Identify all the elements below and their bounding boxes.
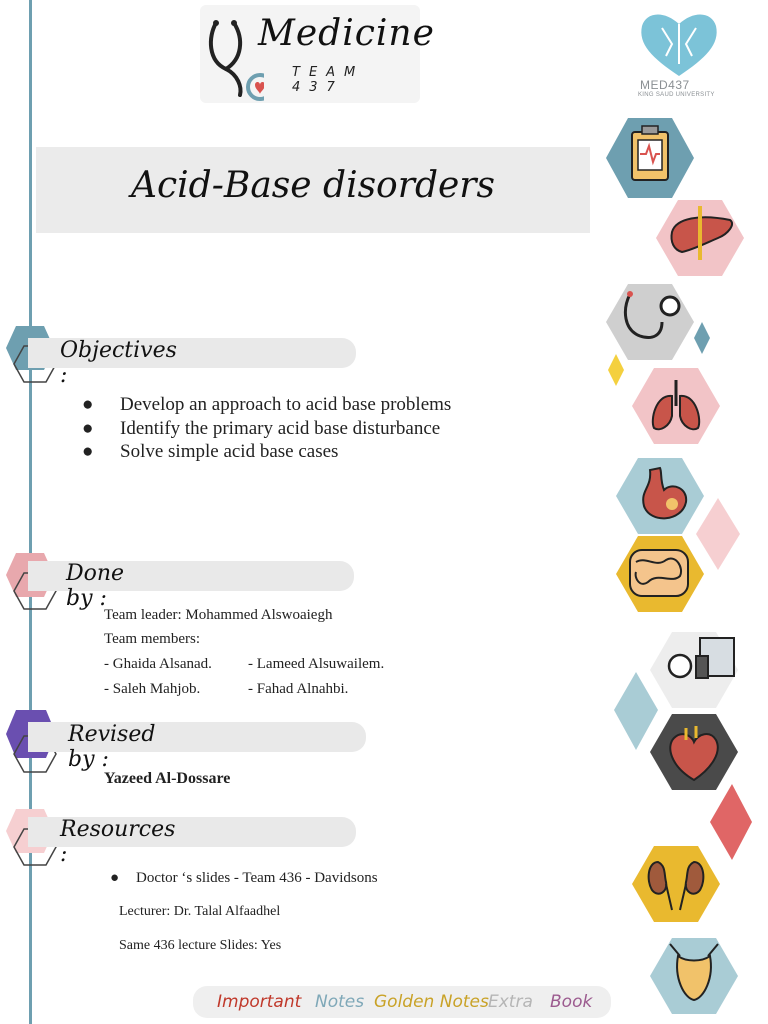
stethoscope-icon [606, 284, 694, 360]
stethoscope-logo-icon [204, 17, 264, 101]
title-banner [36, 147, 590, 233]
logo-title: Medicine [258, 13, 435, 54]
page-title: Acid-Base disorders [131, 165, 495, 206]
legend-important: Important [217, 992, 302, 1012]
med437-sublabel: KING SAUD UNIVERSITY [638, 92, 715, 98]
stomach-icon [616, 458, 704, 534]
team-leader: Team leader: Mohammed Alswoaiegh [104, 607, 333, 623]
team-logo [200, 5, 435, 103]
intestines-icon [616, 536, 704, 612]
team-member: - Ghaida Alsanad. [104, 656, 212, 672]
lecturer-line: Lecturer: Dr. Talal Alfaadhel [119, 904, 281, 919]
team-member: - Lameed Alsuwailem. [248, 656, 385, 672]
list-item: ● Solve simple acid base cases [82, 441, 339, 462]
liver-icon [656, 200, 744, 276]
resource-item: ● Doctor ‘s slides - Team 436 - Davidsons [110, 870, 378, 886]
revised-by-heading: Revised by : [68, 722, 156, 772]
same-slides-line: Same 436 lecture Slides: Yes [119, 938, 282, 953]
legend-book: Book [550, 992, 593, 1012]
team-member: - Fahad Alnahbi. [248, 681, 349, 697]
kidneys-icon [632, 846, 720, 922]
objectives-list [82, 393, 451, 464]
logo-subtitle: TEAM 437 [292, 65, 365, 95]
blood-pressure-monitor-icon [650, 632, 738, 708]
left-margin-line [29, 0, 32, 1024]
resources-heading: Resources : [60, 817, 176, 867]
list-item: ● Identify the primary acid base disturbance [82, 417, 441, 439]
heart-icon [650, 714, 738, 790]
list-item: ● Develop an approach to acid base problems [82, 394, 452, 415]
bladder-icon [650, 938, 738, 1014]
legend-notes: Notes [315, 992, 365, 1012]
med437-label: MED437 [640, 78, 690, 92]
legend-golden-notes: Golden Notes [374, 992, 489, 1012]
team-member: - Saleh Mahjob. [104, 681, 201, 697]
done-by-heading: Done by : [66, 561, 125, 611]
clipboard-icon [606, 118, 694, 198]
legend-extra: Extra [488, 992, 533, 1012]
lungs-icon [632, 368, 720, 444]
color-legend [193, 986, 611, 1018]
decorative-icon-column [600, 110, 768, 1024]
team-members-label: Team members: [104, 631, 200, 647]
objectives-heading: Objectives : [60, 338, 177, 388]
reviser-name: Yazeed Al-Dossare [104, 770, 231, 787]
